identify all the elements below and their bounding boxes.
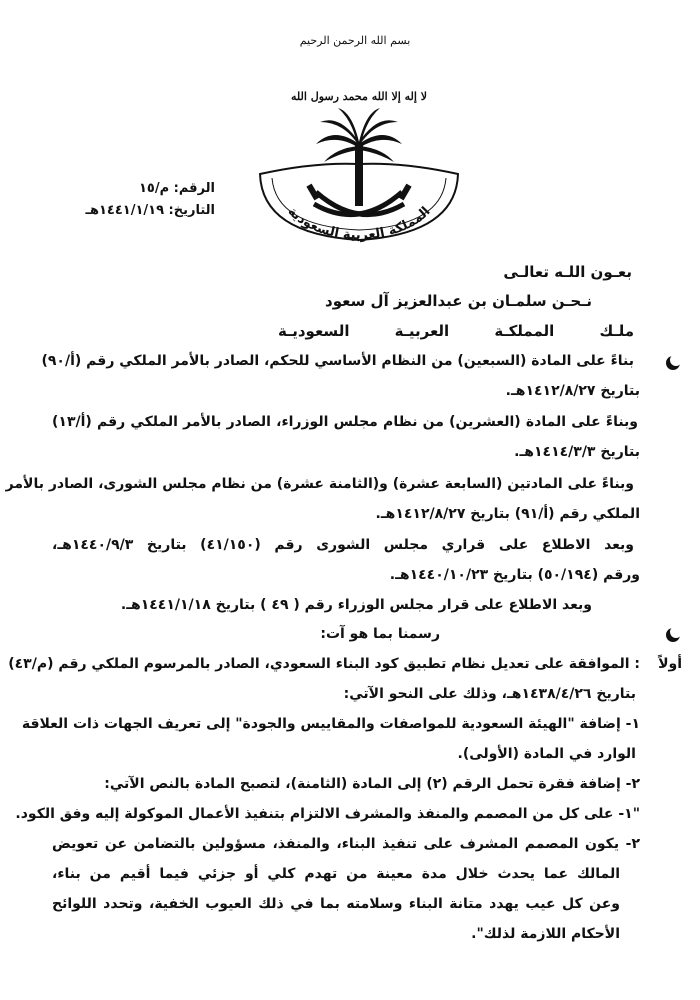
body-line: وبعد الاطلاع على قرار مجلس الوزراء رقم ( ٤٩ ) بتاريخ ١٤٤١/١/١٨هـ. — [120, 597, 592, 613]
body-line: ٢- إضافة فقرة تحمل الرقم (٢) إلى المادة (الثامنة)، لتصبح المادة بالنص الآتي: — [104, 776, 640, 792]
opening-line-3: ملـك المملكـة العربيـة السعوديـة — [278, 322, 634, 340]
section-label-first: أولاً — [658, 656, 682, 672]
body-line: رسمنا بما هو آت: — [320, 626, 440, 642]
body-line: ١- إضافة "الهيئة السعودية للمواصفات والمقاييس والجودة" إلى تعريف الجهات ذات العلاقة — [21, 716, 640, 732]
body-line: بتاريخ ١٤٣٨/٤/٢٦هـ، وذلك على النحو الآتي: — [343, 686, 636, 702]
document-date: التاريخ: ١٤٤١/١/١٩هـ — [85, 203, 215, 218]
body-line: ورقم (٥٠/١٩٤) بتاريخ ١٤٤٠/١٠/٢٣هـ. — [389, 567, 640, 583]
body-line: : الموافقة على تعديل نظام تطبيق كود البناء السعودي، الصادر بالمرسوم الملكي رقم (م/٤٣) — [8, 656, 640, 672]
emblem-shahada: لا إله إلا الله محمد رسول الله — [290, 90, 428, 103]
body-line: الوارد في المادة (الأولى). — [457, 746, 636, 762]
body-line: الملكي رقم (أ/٩١) بتاريخ ١٤١٢/٨/٢٧هـ. — [375, 506, 640, 522]
body-line: وبناءً على المادة (العشرين) من نظام مجلس الوزراء، الصادر بالأمر الملكي رقم (أ/١٣) — [52, 414, 638, 430]
body-line: الأحكام اللازمة لذلك". — [471, 926, 620, 942]
body-line: وبعد الاطلاع على قراري مجلس الشورى رقم (٤١/١٥٠) بتاريخ ١٤٤٠/٩/٣هـ، — [52, 537, 635, 553]
bullet-marker-icon — [666, 356, 680, 370]
body-line: "١- على كل من المصمم والمنفذ والمشرف الالتزام بتنفيذ الأعمال الموكولة إليه وفق الكود. — [15, 806, 640, 822]
body-line: وعن كل عيب يهدد متانة البناء وسلامته بما في ذلك العيوب الخفية، وتحدد اللوائح — [52, 896, 620, 912]
opening-line-2: نـحـن سلمـان بن عبدالعزيز آل سعود — [325, 292, 592, 310]
body-line: ٢- يكون المصمم المشرف على تنفيذ البناء، والمنفذ، مسؤولين بالتضامن عن تعويض — [52, 836, 640, 852]
body-line: بتاريخ ١٤١٢/٨/٢٧هـ. — [505, 383, 640, 399]
body-line: وبناءً على المادتين (السابعة عشرة) و(الثامنة عشرة) من نظام مجلس الشورى، الصادر بالأمر — [5, 476, 634, 492]
svg-text:المملكة العربية السعودية: المملكة العربية السعودية — [284, 204, 434, 244]
document-reference — [75, 178, 215, 222]
body-line: بتاريخ ١٤١٤/٣/٣هـ. — [514, 444, 640, 460]
document-number: الرقم: م/١٥ — [138, 181, 215, 196]
body-line: بناءً على المادة (السبعين) من النظام الأساسي للحكم، الصادر بالأمر الملكي رقم (أ/٩٠) — [41, 353, 634, 369]
body-line: المالك عما يحدث خلال مدة معينة من تهدم كلي أو جزئي فيما أقيم من بناء، — [52, 866, 620, 882]
saudi-emblem-icon — [254, 64, 464, 244]
basmala: بسم الله الرحمن الرحيم — [299, 34, 411, 47]
bullet-marker-icon — [666, 628, 680, 642]
opening-line-1: بعـون اللـه تعالـى — [503, 263, 632, 281]
